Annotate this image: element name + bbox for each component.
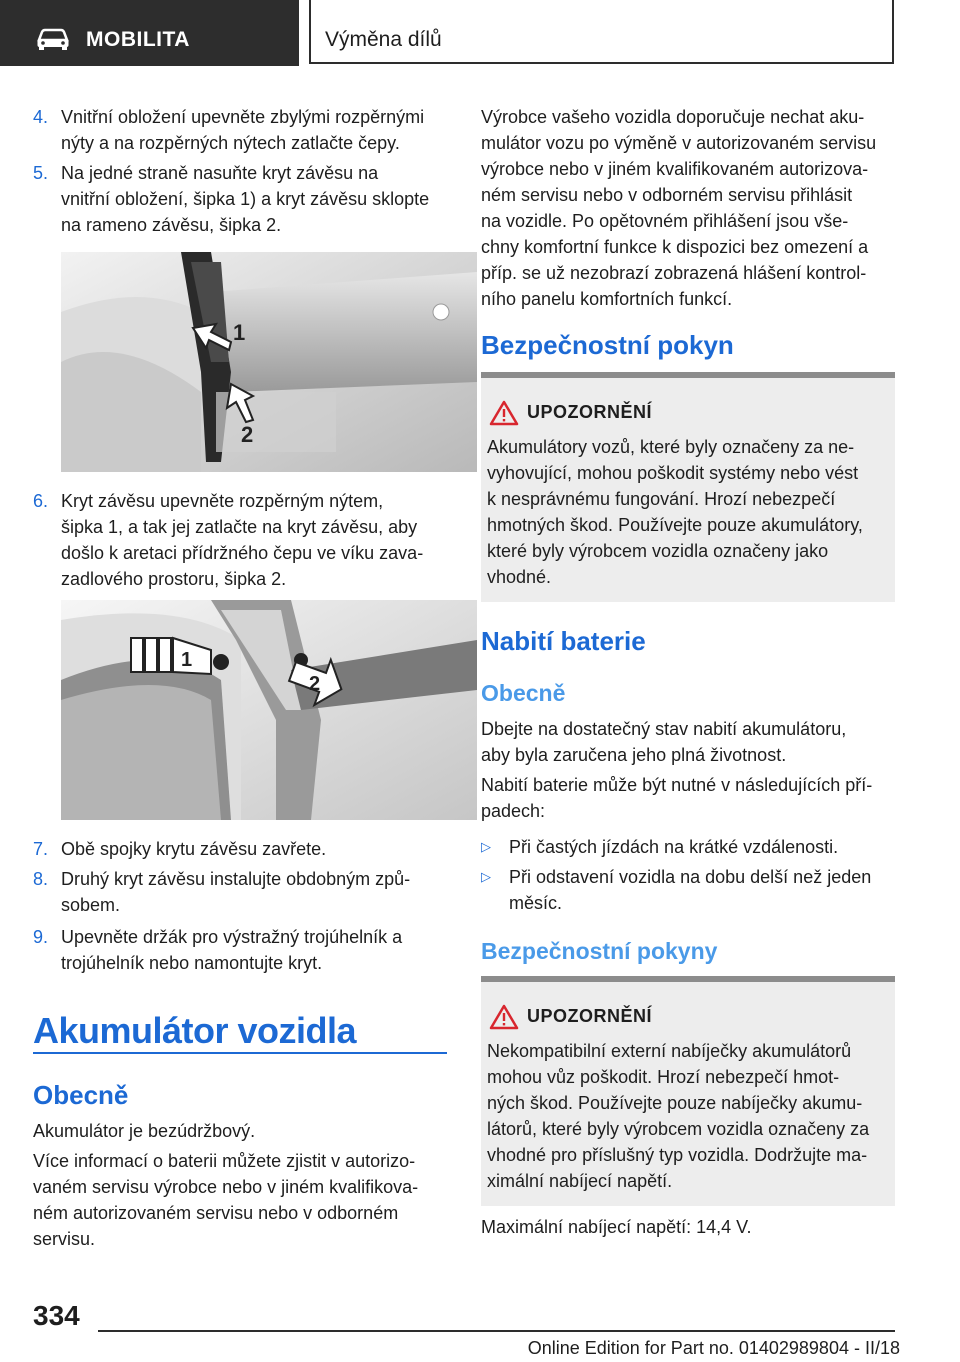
heading-general-2: Obecně [481, 680, 566, 706]
paragraph-line: mulátor vozu po výměně v autorizovaném servisu [481, 133, 877, 153]
heading-battery: Akumulátor vozidla [33, 1010, 357, 1051]
paragraph-line: servisu. [33, 1229, 96, 1249]
warning-title: UPOZORNĚNÍ [527, 1006, 653, 1026]
illustration-hinge-cover [61, 252, 477, 472]
paragraph-line: Více informací o baterii můžete zjistit v autorizo- [33, 1151, 416, 1171]
paragraph-line: chny komfortní funkce k dispozici bez omezení a [481, 237, 869, 257]
warning-line: látorů, které byly výrobcem vozidla označeny za [487, 1119, 870, 1139]
warning-triangle-icon [489, 400, 519, 426]
warning-line: vhodné. [487, 567, 552, 587]
callout-2: 2 [309, 673, 321, 695]
paragraph-line: na vozidle. Po opětovném přihlášení jsou vše- [481, 211, 849, 231]
page-number: 334 [33, 1300, 80, 1331]
step-text-line: Upevněte držák pro výstražný trojúhelník a [61, 927, 403, 947]
paragraph-info [33, 1148, 418, 1252]
step-number: 4. [33, 107, 49, 127]
warning-line: Akumulátory vozů, které byly označeny za ne- [487, 437, 855, 457]
warning-box-battery [481, 372, 895, 602]
paragraph-line: ném servisu nebo v odborném servisu přihlásit [481, 185, 853, 205]
step-text-line: zadlového prostoru, šipka 2. [61, 569, 287, 589]
bullet-line: Při častých jízdách na krátké vzdálenosti. [509, 837, 839, 857]
heading-rule [33, 1052, 447, 1054]
step-number: 7. [33, 839, 49, 859]
paragraph-charge-cases [481, 772, 872, 824]
step-text-line: na rameno závěsu, šipka 2. [61, 215, 282, 235]
heading-charging: Nabití baterie [481, 626, 646, 656]
step-text-line: Obě spojky krytu závěsu zavřete. [61, 839, 327, 859]
paragraph-line: Dbejte na dostatečný stav nabití akumulátoru, [481, 719, 847, 739]
paragraph-line: vaném servisu výrobce nebo v jiném kvalifikova- [33, 1177, 419, 1197]
page-header [0, 0, 960, 66]
chapter-box [309, 0, 894, 64]
paragraph-line: Akumulátor je bezúdržbový. [33, 1121, 256, 1141]
step-text-line: Na jedné straně nasuňte kryt závěsu na [61, 163, 379, 183]
paragraph-max-voltage [481, 1214, 752, 1240]
warning-line: ných škod. Používejte pouze nabíječky akumu- [487, 1093, 863, 1113]
callout-1: 1 [233, 320, 246, 345]
paragraph-registration [481, 104, 876, 312]
chapter-title: Výměna dílů [325, 28, 442, 51]
step-number: 8. [33, 869, 49, 889]
step-text-line: vnitřní obložení, šipka 1) a kryt závěsu sklopte [61, 189, 430, 209]
warning-line: vhodné pro příslušný typ vozidla. Dodržujte ma- [487, 1145, 868, 1165]
bullet-triangle-icon: ▷ [481, 839, 491, 854]
car-icon [36, 28, 70, 50]
paragraph-line: ném autorizovaném servisu nebo v odborném [33, 1203, 399, 1223]
paragraph-line: ního panelu komfortních funkcí. [481, 289, 733, 309]
step-number: 6. [33, 491, 49, 511]
warning-line: Nekompatibilní externí nabíječky akumulátorů [487, 1041, 852, 1061]
section-tab [0, 0, 299, 66]
warning-line: hmotných škod. Používejte pouze akumulátory, [487, 515, 863, 535]
warning-line: ximální nabíjecí napětí. [487, 1171, 673, 1191]
warning-triangle-icon [489, 1004, 519, 1030]
bullet-line: Při odstavení vozidla na dobu delší než jeden [509, 867, 872, 887]
step-text-line: sobem. [61, 895, 121, 915]
warning-title: UPOZORNĚNÍ [527, 402, 653, 422]
paragraph-line: padech: [481, 801, 546, 821]
paragraph-line: Nabití baterie může být nutné v následujících pří- [481, 775, 873, 795]
paragraph-maintenance [33, 1118, 255, 1144]
warning-line: mohou vůz poškodit. Hrozí nebezpečí hmot- [487, 1067, 840, 1087]
step-text-line: trojúhelník nebo namontujte kryt. [61, 953, 323, 973]
warning-text [487, 434, 863, 590]
paragraph-line: aby byla zaručena jeho plná životnost. [481, 745, 787, 765]
footer-edition: Online Edition for Part no. 01402989804 - II/18 [527, 1338, 900, 1358]
heading-safety-note: Bezpečnostní pokyn [481, 330, 734, 360]
callout-2: 2 [241, 422, 254, 447]
illustration-hinge-rivet [61, 600, 477, 820]
paragraph-line: příp. se už nezobrazí zobrazená hlášení kontrol- [481, 263, 867, 283]
bullet-line: měsíc. [509, 893, 563, 913]
step-number: 9. [33, 927, 49, 947]
warning-line: k nesprávnému fungování. Hrozí nebezpečí [487, 489, 836, 509]
heading-safety-notes: Bezpečnostní pokyny [481, 938, 718, 964]
step-text-line: Druhý kryt závěsu instalujte obdobným způ- [61, 869, 411, 889]
bullet-triangle-icon: ▷ [481, 869, 491, 884]
paragraph-line: výrobce nebo v jiném kvalifikovaném autorizova- [481, 159, 869, 179]
step-text-line: šipka 1, a tak jej zatlačte na kryt závěsu, aby [61, 517, 418, 537]
warning-line: které byly výrobcem vozidla označeny jako [487, 541, 829, 561]
step-text-line: nýty a na rozpěrných nýtech zatlačte čepy. [61, 133, 400, 153]
step-text-line: došlo k aretaci přídržného čepu ve víku zava- [61, 543, 424, 563]
step-text-line: Kryt závěsu upevněte rozpěrným nýtem, [61, 491, 384, 511]
step-text-line: Vnitřní obložení upevněte zbylými rozpěrnými [61, 107, 425, 127]
warning-text [487, 1038, 869, 1194]
heading-general: Obecně [33, 1080, 129, 1110]
step-number: 5. [33, 163, 49, 183]
paragraph-line: Výrobce vašeho vozidla doporučuje nechat aku- [481, 107, 865, 127]
warning-line: vyhovující, mohou poškodit systémy nebo vést [487, 463, 859, 483]
paragraph-charge-level [481, 716, 846, 768]
section-title: MOBILITA [86, 28, 190, 51]
callout-1: 1 [181, 649, 193, 671]
paragraph-line: Maximální nabíjecí napětí: 14,4 V. [481, 1217, 752, 1237]
footer-rule [98, 1330, 895, 1332]
warning-box-charger [481, 976, 895, 1206]
